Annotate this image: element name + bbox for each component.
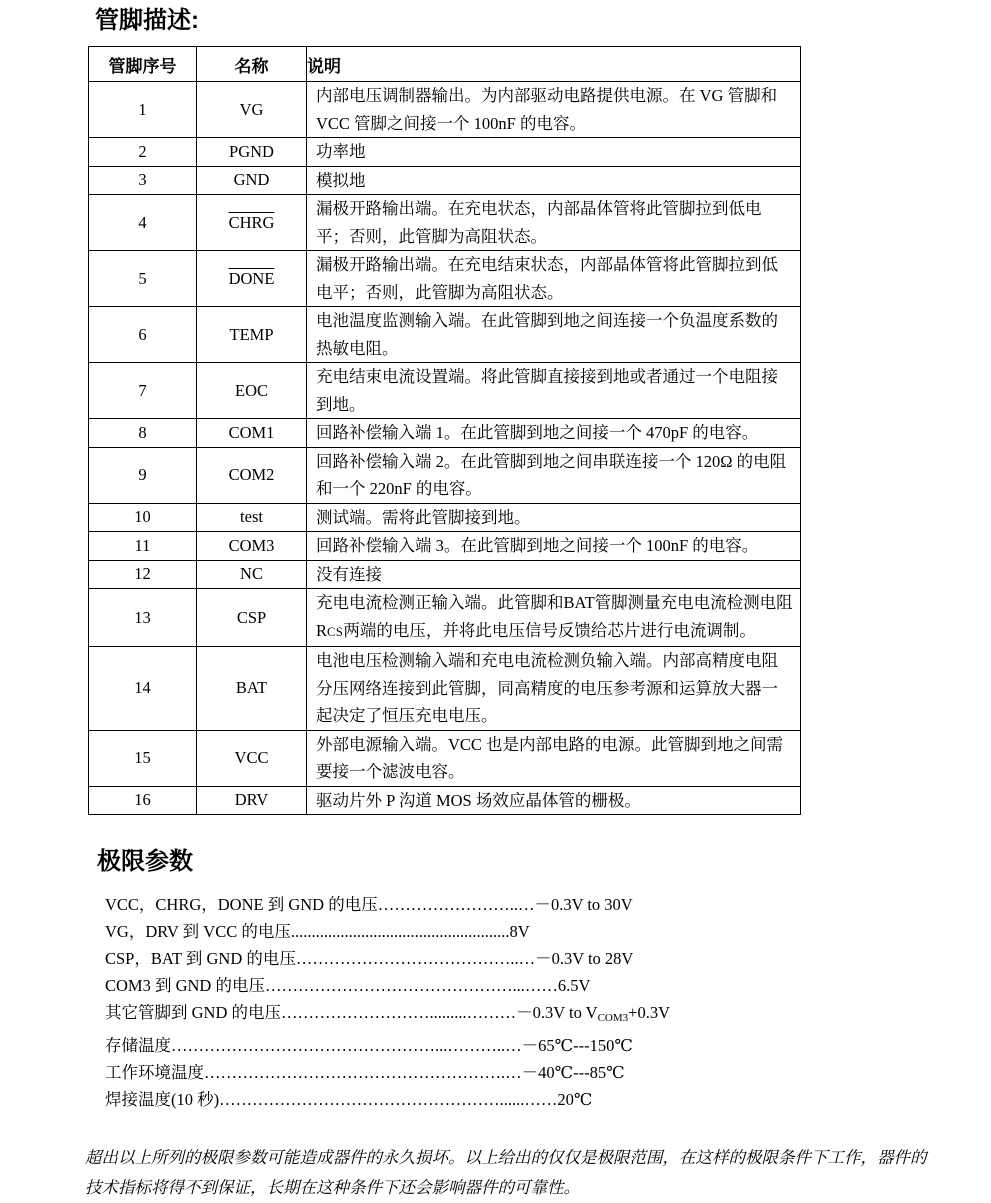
pin-name-cell bbox=[197, 532, 307, 561]
pin-description-table bbox=[88, 46, 801, 815]
pin-name-cell bbox=[197, 363, 307, 419]
pin-name-cell bbox=[197, 560, 307, 589]
pin-number-cell: 3 bbox=[89, 166, 197, 195]
limit-line: 存储温度…………………………………………...………..…－65℃---150℃ bbox=[105, 1036, 633, 1055]
table-row bbox=[89, 786, 801, 815]
pin-description-cell: 充电结束电流设置端。将此管脚直接接到地或者通过一个电阻接到地。 bbox=[307, 363, 801, 419]
table-header-row bbox=[89, 47, 801, 82]
pin-number-cell: 9 bbox=[89, 447, 197, 503]
pin-description-cell: 回路补偿输入端 3。在此管脚到地之间接一个 100nF 的电容。 bbox=[307, 532, 801, 561]
pin-name-cell bbox=[197, 786, 307, 815]
pin-name: VCC bbox=[234, 748, 269, 767]
pin-name: GND bbox=[233, 170, 270, 190]
pin-name-cell bbox=[197, 251, 307, 307]
column-header-pin-number: 管脚序号 bbox=[89, 47, 197, 82]
pin-name: PGND bbox=[229, 141, 274, 161]
pin-name-cell bbox=[197, 503, 307, 532]
table-row bbox=[89, 82, 801, 138]
pin-description-cell: 电池温度监测输入端。在此管脚到地之间连接一个负温度系数的热敏电阻。 bbox=[307, 307, 801, 363]
limit-line: 其它管脚到 GND 的电压……………………….........………－0.3V to $V_{COM3}+0.3V$ bbox=[105, 1003, 670, 1024]
table-row bbox=[89, 138, 801, 167]
pin-number-cell: 12 bbox=[89, 560, 197, 589]
pin-name-cell bbox=[197, 589, 307, 647]
limit-line: CSP，BAT 到 GND 的电压…………………………………..…－0.3V to 28V bbox=[105, 949, 634, 968]
limit-line: COM3 到 GND 的电压………………………………………...……6.5V bbox=[105, 976, 591, 995]
table-row bbox=[89, 730, 801, 786]
pin-number-cell: 5 bbox=[89, 251, 197, 307]
limit-line: 焊接温度(10 秒)……………………………………………......……20℃ bbox=[105, 1090, 593, 1109]
pin-name-cell bbox=[197, 447, 307, 503]
pin-name: BAT bbox=[235, 678, 268, 698]
column-header-description: 说明 bbox=[307, 47, 801, 82]
pin-name: VG bbox=[239, 99, 264, 119]
pin-number-cell: 1 bbox=[89, 82, 197, 138]
pin-number-cell: 16 bbox=[89, 786, 197, 815]
table-row bbox=[89, 363, 801, 419]
pin-name: test bbox=[240, 507, 263, 527]
pin-description-title: 管脚描述: bbox=[95, 7, 199, 34]
pin-description-cell: 功率地 bbox=[307, 138, 801, 167]
pin-name: DRV bbox=[234, 790, 269, 810]
table-row bbox=[89, 307, 801, 363]
pin-name: DONE bbox=[228, 268, 275, 288]
pin-name-cell bbox=[197, 307, 307, 363]
limits-list bbox=[105, 891, 991, 1113]
pin-name-cell bbox=[197, 419, 307, 448]
pin-name: COM2 bbox=[228, 465, 275, 484]
pin-name: CHRG bbox=[228, 212, 275, 232]
pin-name: TEMP bbox=[229, 324, 274, 344]
limit-line: VG，DRV 到 VCC 的电压.....................................................8V bbox=[105, 922, 530, 941]
pin-number-cell: 8 bbox=[89, 419, 197, 448]
pin-number-cell: 15 bbox=[89, 730, 197, 786]
column-header-name: 名称 bbox=[197, 47, 307, 82]
pin-number-cell: 6 bbox=[89, 307, 197, 363]
pin-description-cell: 回路补偿输入端 2。在此管脚到地之间串联连接一个 120Ω 的电阻和一个 220nF 的电容。 bbox=[307, 447, 801, 503]
table-row bbox=[89, 251, 801, 307]
table-row bbox=[89, 560, 801, 589]
table-row bbox=[89, 447, 801, 503]
pin-name: COM1 bbox=[228, 422, 275, 442]
limits-title: 极限参数 bbox=[97, 848, 193, 875]
table-row bbox=[89, 503, 801, 532]
table-row bbox=[89, 589, 801, 647]
pin-name-cell bbox=[197, 647, 307, 731]
small-caps-text: CS bbox=[327, 624, 344, 639]
pin-name-cell bbox=[197, 195, 307, 251]
pin-description-cell: 测试端。需将此管脚接到地。 bbox=[307, 503, 801, 532]
pin-number-cell: 10 bbox=[89, 503, 197, 532]
pin-description-cell: 充电电流检测正输入端。此管脚和BAT管脚测量充电电流检测电阻RCS两端的电压，并将此电压信号反馈给芯片进行电流调制。 bbox=[307, 589, 801, 647]
limit-line: VCC，CHRG，DONE 到 GND 的电压……………………..…－0.3V to 30V bbox=[105, 895, 633, 914]
pin-description-cell: 回路补偿输入端 1。在此管脚到地之间接一个 470pF 的电容。 bbox=[307, 419, 801, 448]
pin-description-cell: 驱动片外 P 沟道 MOS 场效应晶体管的栅极。 bbox=[307, 786, 801, 815]
pin-description-cell: 漏极开路输出端。在充电状态，内部晶体管将此管脚拉到低电平；否则，此管脚为高阻状态。 bbox=[307, 195, 801, 251]
pin-name-cell bbox=[197, 730, 307, 786]
table-row bbox=[89, 419, 801, 448]
pin-number-cell: 11 bbox=[89, 532, 197, 561]
pin-number-cell: 2 bbox=[89, 138, 197, 167]
pin-description-cell: 模拟地 bbox=[307, 166, 801, 195]
pin-description-cell: 没有连接 bbox=[307, 560, 801, 589]
pin-name: COM3 bbox=[228, 535, 275, 555]
table-row bbox=[89, 647, 801, 731]
table-row bbox=[89, 532, 801, 561]
table-row bbox=[89, 195, 801, 251]
pin-name-cell bbox=[197, 138, 307, 167]
subscript-text: COM3 bbox=[597, 1012, 629, 1024]
pin-number-cell: 14 bbox=[89, 647, 197, 731]
pin-description-cell: 外部电源输入端。VCC 也是内部电路的电源。此管脚到地之间需要接一个滤波电容。 bbox=[307, 730, 801, 786]
limit-line: 工作环境温度……………………………………………….…－40℃---85℃ bbox=[105, 1063, 625, 1082]
pin-description-cell: 电池电压检测输入端和充电电流检测负输入端。内部高精度电阻分压网络连接到此管脚，同高精度的电压参考源和运算放大器一起决定了恒压充电电压。 bbox=[307, 647, 801, 731]
pin-number-cell: 4 bbox=[89, 195, 197, 251]
pin-name-cell bbox=[197, 82, 307, 138]
pin-description-cell: 内部电压调制器输出。为内部驱动电路提供电源。在 VG 管脚和 VCC 管脚之间接一个 100nF 的电容。 bbox=[307, 82, 801, 138]
pin-description-cell: 漏极开路输出端。在充电结束状态，内部晶体管将此管脚拉到低电平；否则，此管脚为高阻状态。 bbox=[307, 251, 801, 307]
table-row bbox=[89, 166, 801, 195]
pin-name: CSP bbox=[236, 607, 267, 627]
pin-name: EOC bbox=[235, 380, 268, 400]
pin-number-cell: 13 bbox=[89, 589, 197, 647]
limits-footnote: 超出以上所列的极限参数可能造成器件的永久损坏。以上给出的仅仅是极限范围，在这样的极限条件下工作，器件的技术指标将得不到保证，长期在这种条件下还会影响器件的可靠性。 bbox=[85, 1148, 927, 1197]
pin-name: NC bbox=[240, 564, 263, 584]
pin-number-cell: 7 bbox=[89, 363, 197, 419]
pin-name-cell bbox=[197, 166, 307, 195]
